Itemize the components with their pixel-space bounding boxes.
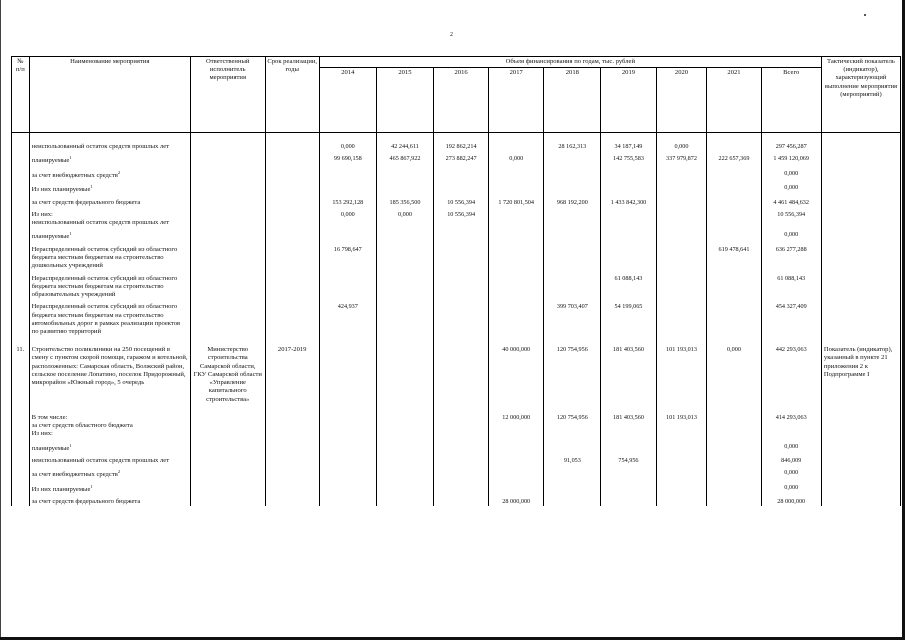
value-cell: 0,000 [489, 151, 544, 165]
footnote-mark: 1 [90, 184, 93, 190]
row-name-text: за счет внебюджетных средств [31, 471, 118, 479]
row-name [29, 227, 190, 241]
table-row [12, 133, 901, 152]
row-number [12, 242, 30, 271]
value-cell: 28 000,000 [761, 494, 821, 506]
header-year: 2016 [434, 68, 489, 133]
row-indicator [821, 166, 900, 180]
value-cell [544, 166, 601, 180]
value-cell [707, 299, 761, 336]
value-cell [707, 207, 761, 227]
value-cell: 297 456,287 [761, 133, 821, 152]
value-cell [601, 166, 656, 180]
value-cell [656, 166, 707, 180]
row-number [12, 195, 30, 207]
table-row [12, 166, 901, 180]
row-executor [190, 180, 265, 194]
header-year: 2019 [601, 68, 656, 133]
header-period: Срок реализации, годы [265, 57, 319, 133]
value-cell [489, 465, 544, 479]
value-cell: 1 433 842,300 [601, 195, 656, 207]
value-cell: 414 293,063 [761, 404, 821, 439]
value-cell [544, 465, 601, 479]
row-period [265, 404, 319, 439]
value-cell: 0,000 [376, 207, 433, 227]
row-executor [190, 195, 265, 207]
row-period [265, 453, 319, 465]
value-cell [434, 494, 489, 506]
value-cell [434, 404, 489, 439]
value-cell [489, 480, 544, 494]
value-cell [656, 439, 707, 453]
row-executor [190, 439, 265, 453]
row-period [265, 166, 319, 180]
value-cell [376, 242, 433, 271]
value-cell: 185 356,500 [376, 195, 433, 207]
value-cell [434, 180, 489, 194]
value-cell [656, 195, 707, 207]
row-indicator [821, 133, 900, 152]
footnote-mark: 2 [117, 469, 121, 475]
row-number [12, 299, 30, 336]
row-name-text: В том числе: за счет средств областного бюджета Из них: [31, 413, 133, 438]
header-year: Всего [761, 68, 821, 133]
value-cell [656, 494, 707, 506]
value-cell: 181 403,560 [601, 336, 656, 404]
value-cell: 0,000 [319, 133, 376, 152]
row-indicator [821, 299, 900, 336]
value-cell [489, 166, 544, 180]
value-cell [489, 439, 544, 453]
table-row [12, 195, 901, 207]
value-cell: 337 979,872 [656, 151, 707, 165]
row-indicator [821, 494, 900, 506]
value-cell: 101 193,013 [656, 404, 707, 439]
value-cell: 42 244,611 [376, 133, 433, 152]
row-period [265, 207, 319, 227]
row-executor [190, 242, 265, 271]
row-period [265, 133, 319, 152]
value-cell [707, 404, 761, 439]
row-name-text: Нераспределенный остаток субсидий из областного бюджета местным бюджетам на строительство дошкольных учреждений [31, 245, 178, 270]
row-number [12, 133, 30, 152]
value-cell [319, 480, 376, 494]
row-executor [190, 494, 265, 506]
value-cell: 0,000 [656, 133, 707, 152]
value-cell [376, 227, 433, 241]
row-name-text: неиспользованный остаток средств прошлых лет [31, 143, 170, 151]
row-period [265, 195, 319, 207]
value-cell: 454 327,409 [761, 299, 821, 336]
row-indicator [821, 195, 900, 207]
value-cell: 0,000 [761, 439, 821, 453]
row-number [12, 207, 30, 227]
value-cell: 12 000,000 [489, 404, 544, 439]
value-cell [656, 465, 707, 479]
value-cell [544, 494, 601, 506]
value-cell: 16 798,647 [319, 242, 376, 271]
value-cell [489, 133, 544, 152]
row-number: 11. [12, 336, 30, 404]
value-cell [707, 166, 761, 180]
row-number [12, 494, 30, 506]
value-cell [376, 166, 433, 180]
value-cell [601, 439, 656, 453]
row-executor [190, 404, 265, 439]
row-indicator [821, 242, 900, 271]
value-cell: 222 657,369 [707, 151, 761, 165]
footnote-mark: 1 [69, 231, 72, 237]
value-cell [544, 480, 601, 494]
value-cell [489, 299, 544, 336]
header-name: Наименование мероприятия [29, 57, 190, 133]
row-number [12, 271, 30, 300]
value-cell [434, 336, 489, 404]
value-cell [489, 180, 544, 194]
table-row [12, 299, 901, 336]
row-number [12, 151, 30, 165]
value-cell [656, 207, 707, 227]
header-year: 2017 [489, 68, 544, 133]
value-cell: 101 193,013 [656, 336, 707, 404]
value-cell [544, 271, 601, 300]
value-cell [656, 227, 707, 241]
value-cell: 61 088,143 [601, 271, 656, 300]
value-cell: 399 703,407 [544, 299, 601, 336]
value-cell: 10 556,394 [434, 195, 489, 207]
value-cell [319, 494, 376, 506]
row-name [29, 336, 190, 404]
page-number: 2 [450, 32, 453, 38]
row-name-text: за счет средств федерального бюджета [31, 198, 141, 206]
row-name-text: Из них планируемые [31, 186, 91, 194]
value-cell: 846,009 [761, 453, 821, 465]
row-executor [190, 227, 265, 241]
table-row [12, 151, 901, 165]
value-cell [544, 180, 601, 194]
row-number [12, 227, 30, 241]
row-name [29, 151, 190, 165]
row-indicator: Показатель (индикатор), указанный в пункте 21 приложения 2 к Подпрограмме I [821, 336, 900, 404]
row-number [12, 465, 30, 479]
table-row [12, 180, 901, 194]
row-executor [190, 465, 265, 479]
value-cell: 10 556,394 [434, 207, 489, 227]
value-cell [434, 227, 489, 241]
header-year: 2014 [319, 68, 376, 133]
value-cell: 1 720 801,504 [489, 195, 544, 207]
value-cell [544, 227, 601, 241]
value-cell: 0,000 [761, 480, 821, 494]
table-row [12, 480, 901, 494]
value-cell [376, 271, 433, 300]
value-cell [656, 271, 707, 300]
row-name-text: планируемые [31, 157, 70, 165]
value-cell [601, 494, 656, 506]
table-row [12, 465, 901, 479]
value-cell [319, 166, 376, 180]
table-row [12, 453, 901, 465]
value-cell: 10 556,394 [761, 207, 821, 227]
row-indicator [821, 480, 900, 494]
value-cell [376, 494, 433, 506]
value-cell: 192 862,214 [434, 133, 489, 152]
value-cell [434, 480, 489, 494]
value-cell [319, 227, 376, 241]
row-name-text: Строительство поликлиники на 250 посещений в смену с пунктом скорой помощи, гаражом и котельной, расположенных: Самарская область, Волжский район, сельское поселение Лопатино, поселок Придорожный, микрорайон «Южный город», 5 очередь [31, 346, 188, 387]
value-cell: 0,000 [761, 166, 821, 180]
value-cell: 181 403,560 [601, 404, 656, 439]
row-name [29, 439, 190, 453]
value-cell: 40 000,000 [489, 336, 544, 404]
row-executor [190, 166, 265, 180]
table-row [12, 494, 901, 506]
header-indicator: Тактический показатель (индикатор), характеризующий выполнение мероприятия (мероприятий) [821, 57, 900, 133]
header-executor: Ответственный исполнитель мероприятия [190, 57, 265, 133]
row-name [29, 180, 190, 194]
table-row [12, 271, 901, 300]
header-year: 2021 [707, 68, 761, 133]
row-number [12, 439, 30, 453]
row-indicator [821, 465, 900, 479]
value-cell [656, 180, 707, 194]
value-cell [319, 336, 376, 404]
row-executor: Министерство строительства Самарской области, ГКУ Самарской области «Управление капитального строительства» [190, 336, 265, 404]
value-cell [656, 242, 707, 271]
row-name-text: Нераспределенный остаток субсидий из областного бюджета местным бюджетам на строительство образовательных учреждений [31, 274, 178, 299]
row-name [29, 133, 190, 152]
value-cell [434, 465, 489, 479]
value-cell [489, 207, 544, 227]
row-name-text: Из них: неиспользованный остаток средств прошлых лет [31, 210, 170, 227]
value-cell [319, 465, 376, 479]
row-period [265, 494, 319, 506]
value-cell [601, 227, 656, 241]
row-period [265, 151, 319, 165]
row-name [29, 207, 190, 227]
value-cell [656, 299, 707, 336]
row-period [265, 227, 319, 241]
row-executor [190, 151, 265, 165]
row-indicator [821, 404, 900, 439]
value-cell: 28 000,000 [489, 494, 544, 506]
row-name [29, 494, 190, 506]
value-cell [434, 166, 489, 180]
value-cell: 0,000 [707, 336, 761, 404]
value-cell [601, 242, 656, 271]
value-cell [376, 180, 433, 194]
row-name-text: за счет средств федерального бюджета [31, 498, 141, 506]
row-name [29, 480, 190, 494]
row-period [265, 480, 319, 494]
row-indicator [821, 180, 900, 194]
value-cell [707, 227, 761, 241]
row-name [29, 404, 190, 439]
value-cell [319, 404, 376, 439]
header-no: № п/п [12, 57, 30, 133]
footnote-mark: 1 [69, 155, 72, 161]
financing-table [11, 56, 901, 506]
value-cell: 142 755,583 [601, 151, 656, 165]
row-period [265, 465, 319, 479]
value-cell [601, 180, 656, 194]
footnote-mark: 1 [69, 442, 72, 448]
header-year: 2015 [376, 68, 433, 133]
row-name [29, 195, 190, 207]
value-cell: 0,000 [761, 465, 821, 479]
value-cell [376, 465, 433, 479]
value-cell [489, 453, 544, 465]
value-cell [376, 299, 433, 336]
row-period: 2017-2019 [265, 336, 319, 404]
value-cell: 120 754,956 [544, 404, 601, 439]
value-cell [707, 180, 761, 194]
value-cell [707, 494, 761, 506]
row-indicator [821, 151, 900, 165]
value-cell: 465 867,922 [376, 151, 433, 165]
row-name [29, 242, 190, 271]
value-cell: 34 187,149 [601, 133, 656, 152]
table-row [12, 439, 901, 453]
value-cell [434, 439, 489, 453]
value-cell [601, 480, 656, 494]
table-row [12, 404, 901, 439]
row-number [12, 453, 30, 465]
value-cell: 0,000 [761, 227, 821, 241]
value-cell [544, 439, 601, 453]
value-cell: 273 882,247 [434, 151, 489, 165]
value-cell: 0,000 [319, 207, 376, 227]
value-cell [544, 242, 601, 271]
row-indicator [821, 271, 900, 300]
row-executor [190, 299, 265, 336]
row-name-text: планируемые [31, 233, 70, 241]
value-cell [544, 207, 601, 227]
row-indicator [821, 453, 900, 465]
value-cell [376, 453, 433, 465]
value-cell: 619 478,641 [707, 242, 761, 271]
table-row [12, 336, 901, 404]
row-executor [190, 271, 265, 300]
value-cell [489, 227, 544, 241]
row-name [29, 166, 190, 180]
value-cell [434, 453, 489, 465]
row-name [29, 465, 190, 479]
scan-speck [864, 14, 866, 16]
row-executor [190, 480, 265, 494]
value-cell [656, 480, 707, 494]
value-cell [434, 242, 489, 271]
value-cell [656, 453, 707, 465]
value-cell: 424,937 [319, 299, 376, 336]
value-cell: 153 292,128 [319, 195, 376, 207]
row-indicator [821, 207, 900, 227]
row-number [12, 480, 30, 494]
table-row [12, 242, 901, 271]
header-year: 2020 [656, 68, 707, 133]
value-cell [434, 299, 489, 336]
row-name-text: Из них планируемые [31, 485, 91, 493]
row-name-text: за счет внебюджетных средств [31, 172, 118, 180]
footnote-mark: 2 [117, 169, 121, 175]
value-cell [319, 180, 376, 194]
row-indicator [821, 439, 900, 453]
row-executor [190, 133, 265, 152]
value-cell [544, 151, 601, 165]
value-cell [707, 195, 761, 207]
table-row [12, 207, 901, 227]
footnote-mark: 1 [90, 483, 93, 489]
value-cell: 91,053 [544, 453, 601, 465]
value-cell: 968 192,200 [544, 195, 601, 207]
value-cell [707, 271, 761, 300]
value-cell [319, 453, 376, 465]
row-period [265, 271, 319, 300]
value-cell: 4 461 484,632 [761, 195, 821, 207]
value-cell: 1 459 120,069 [761, 151, 821, 165]
page-left-edge [0, 0, 1, 640]
row-name-text: Нераспределенный остаток субсидий из областного бюджета местным бюджетам на строительство автомобильных дорог в рамках реализации проектов по развитию территорий [31, 303, 181, 335]
value-cell [601, 465, 656, 479]
value-cell: 54 199,065 [601, 299, 656, 336]
value-cell: 28 162,313 [544, 133, 601, 152]
row-executor [190, 207, 265, 227]
value-cell [319, 439, 376, 453]
value-cell [707, 453, 761, 465]
value-cell: 754,956 [601, 453, 656, 465]
value-cell [319, 271, 376, 300]
row-number [12, 404, 30, 439]
row-number [12, 166, 30, 180]
value-cell [376, 336, 433, 404]
row-name-text: неиспользованный остаток средств прошлых лет [31, 456, 170, 464]
row-executor [190, 453, 265, 465]
row-name [29, 271, 190, 300]
row-period [265, 242, 319, 271]
value-cell [707, 480, 761, 494]
value-cell [707, 439, 761, 453]
value-cell [707, 133, 761, 152]
value-cell [489, 242, 544, 271]
value-cell [601, 207, 656, 227]
value-cell: 636 277,288 [761, 242, 821, 271]
row-number [12, 180, 30, 194]
value-cell: 99 690,158 [319, 151, 376, 165]
row-name [29, 299, 190, 336]
row-indicator [821, 227, 900, 241]
header-financing: Объем финансирования по годам, тыс. рублей [319, 57, 821, 68]
row-name [29, 453, 190, 465]
value-cell: 61 088,143 [761, 271, 821, 300]
value-cell [376, 480, 433, 494]
value-cell [376, 439, 433, 453]
value-cell: 442 293,063 [761, 336, 821, 404]
row-period [265, 299, 319, 336]
header-year: 2018 [544, 68, 601, 133]
value-cell: 120 754,956 [544, 336, 601, 404]
value-cell: 0,000 [761, 180, 821, 194]
row-period [265, 180, 319, 194]
table-row [12, 227, 901, 241]
value-cell [707, 465, 761, 479]
value-cell [489, 271, 544, 300]
value-cell [434, 271, 489, 300]
value-cell [376, 404, 433, 439]
row-name-text: планируемые [31, 444, 70, 452]
row-period [265, 439, 319, 453]
